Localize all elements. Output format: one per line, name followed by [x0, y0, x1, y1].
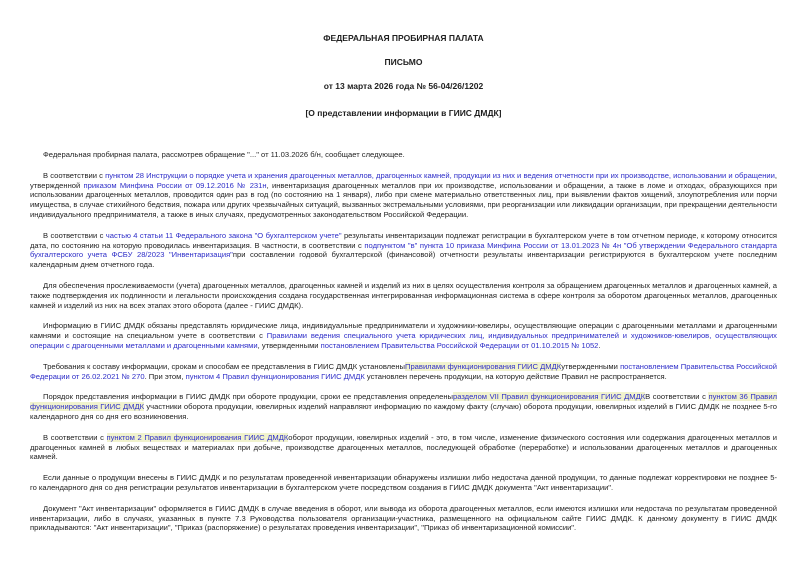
text-run: результаты инвентаризации подлежат регистрации в бухгалтерском учете в том отчетном периоде, к которому относится дата, по состоянию на которую проводилась инвентаризация. В частности, в соответствии с — [30, 230, 777, 250]
doc-link[interactable]: пунктом 4 Правил функционирования ГИИС ДМДК — [185, 371, 365, 381]
text-run: участники оборота продукции, ювелирных изделий направляют информацию по каждому факту (случаю) оборота продукции, ювелирных изделий в ГИИС ДМДК не позднее 5-го календарного дня со дня его возникновения. — [30, 402, 777, 421]
document-subject: [О представлении информации в ГИИС ДМДК] — [305, 108, 502, 118]
paragraph — [30, 281, 777, 310]
doc-link-highlighted[interactable]: пунктом 2 Правил функционирования ГИИС ДМДК — [106, 432, 289, 442]
text-run: оборот продукции, ювелирных изделий - это, в том числе, изменение физического состояния или содержания драгоценных металлов и драгоценных камней в любых веществах и материалах при добыче, производстве драгоценных металлов, последующей обработке (переработке) и использовании драгоценных металлов и драгоценных камней. — [30, 432, 778, 462]
doc-link[interactable]: приказом Минфина России от 09.12.2016 № 231н — [83, 180, 267, 190]
paragraph — [30, 171, 777, 220]
issuing-authority: ФЕДЕРАЛЬНАЯ ПРОБИРНАЯ ПАЛАТА — [323, 33, 484, 43]
doc-link-highlighted[interactable]: разделом VII Правил функционирования ГИИС ДМДК — [452, 392, 646, 402]
paragraph — [30, 231, 777, 270]
paragraph — [30, 362, 777, 382]
document-date-number: от 13 марта 2026 года № 56-04/26/1202 — [323, 81, 484, 91]
text-run: , утвержденными — [257, 340, 321, 350]
paragraph — [30, 433, 777, 462]
doc-link-highlighted[interactable]: пунктом 36 Правил функционирования ГИИС ДМДК — [30, 392, 777, 412]
paragraph — [30, 150, 777, 160]
text-run: Требования к составу информации, срокам и способам ее представления в ГИИС ДМДК установлены — [43, 361, 405, 371]
document-type: ПИСЬМО — [384, 57, 423, 67]
document-header — [30, 33, 777, 118]
text-run: утвержденными — [561, 361, 621, 371]
text-run: Порядок представления информации в ГИИС ДМДК при обороте продукции, сроки ее представления определены — [43, 392, 453, 402]
text-run: Информацию в ГИИС ДМДК обязаны представлять юридические лица, индивидуальные предприниматели и художники-ювелиры, осуществляющие операции с драгоценными металлами и драгоценными камнями и состоящие на специальном учете в соответствии с — [30, 321, 777, 341]
doc-link[interactable]: пунктом 28 Инструкции о порядке учета и хранения драгоценных металлов, драгоценных камней, продукции из них и ведения отчетности при их производстве, использовании и обращении — [105, 170, 775, 180]
text-run: В соответствии с — [43, 230, 106, 240]
document-body — [30, 150, 777, 533]
text-run: , инвентаризация драгоценных металлов при их производстве, использовании и обращении, а также в ломе и отходах, образующихся при использовании драгоценных металлов, проводится один раз в год (по состоянию на 1 января), либо при смене материально ответственных лиц, при выявлении фактов хищений, злоупотребления или порчи имущества, в случае стихийного бедствия, пожара или других чрезвычайных ситуаций, вызванных экстремальными условиями, при реорганизации или ликвидации организации, при прекращении деятельности индивидуального предпринимателя, а также в иных случаях, предусмотренных законодательством Российской Федерации. — [30, 180, 778, 219]
paragraph — [30, 321, 777, 350]
paragraph — [30, 473, 777, 493]
text-run: В соответствии с — [43, 170, 106, 180]
text-run: Если данные о продукции внесены в ГИИС ДМДК и по результатам проведенной инвентаризации обнаружены излишки либо недостача данной продукции, то данные подлежат корректировки не позднее 5-го календарного дня со дня регистрации результатов инвентаризации в бухгалтерском учете посредством создания в ГИИС ДМДК документа "Акт инвентаризации". — [30, 473, 777, 492]
doc-link[interactable]: постановлением Правительства Российской Федерации от 01.10.2015 № 1052 — [320, 340, 599, 350]
doc-link[interactable]: подпунктом "в" пункта 10 приказа Минфина России от 13.01.2023 № 4н "Об утверждении Федерального стандарта бухгалтерского учета ФСБУ 28/2023 "Инвентаризация" — [30, 240, 777, 260]
paragraph — [30, 392, 777, 421]
text-run: . — [598, 340, 601, 350]
doc-link[interactable]: Правилами ведения специального учета юридических лиц, индивидуальных предпринимателей и художников-ювелиров, осуществляющих операции с драгоценными металлами и драгоценными камнями — [30, 331, 777, 350]
doc-link[interactable]: постановлением Правительства Российской Федерации от 26.02.2021 № 270 — [30, 361, 778, 381]
text-run: , утвержденной — [30, 170, 777, 190]
text-run: установлен перечень продукции, на которую действие Правил не распространяется. — [364, 371, 667, 381]
text-run: Документ "Акт инвентаризации" оформляется в ГИИС ДМДК в случае введения в оборот, или вывода из оборота драгоценных металлов, если имеются излишки или недостача по результатам проведенной инвентаризации, либо в случаях, указанных в пункте 7.3 Руководства пользователя организации-участника, размещенного на официальном сайте ГИИС ДМДК. К данному документу в ГИИС ДМДК прикладываются: "Акт инвентаризации", "Приказ (распоряжение) о результатах проведения инвентаризации", "Приказ об инвентаризационной комиссии". — [30, 503, 777, 533]
text-run: при составлении годовой бухгалтерской (финансовой) отчетности результаты инвентаризации регистрируются в бухгалтерском учете последним календарным днем отчетного года. — [30, 250, 777, 270]
text-run: В соответствии с — [43, 432, 107, 442]
text-run: . При этом, — [144, 371, 186, 381]
text-run: В соответствии с — [645, 392, 709, 402]
paragraph — [30, 504, 777, 533]
text-run: Для обеспечения прослеживаемости (учета) драгоценных металлов, драгоценных камней и изделий из них в целях осуществления контроля за обращением драгоценных металлов и драгоценных камней, а также подтверждения их подлинности и легальности происхождения создана государственная интегрированная информационная система в сфере контроля за оборотом драгоценных металлов, драгоценных камней и изделий из них на всех этапах этого оборота (далее - ГИИС ДМДК). — [30, 280, 777, 310]
text-run: Федеральная пробирная палата, рассмотрев обращение "..." от 11.03.2026 б/н, сообщает следующее. — [43, 150, 405, 159]
doc-link[interactable]: частью 4 статьи 11 Федерального закона "О бухгалтерском учете" — [105, 230, 342, 240]
doc-link-highlighted[interactable]: Правилами функционирования ГИИС ДМДК — [405, 361, 562, 371]
